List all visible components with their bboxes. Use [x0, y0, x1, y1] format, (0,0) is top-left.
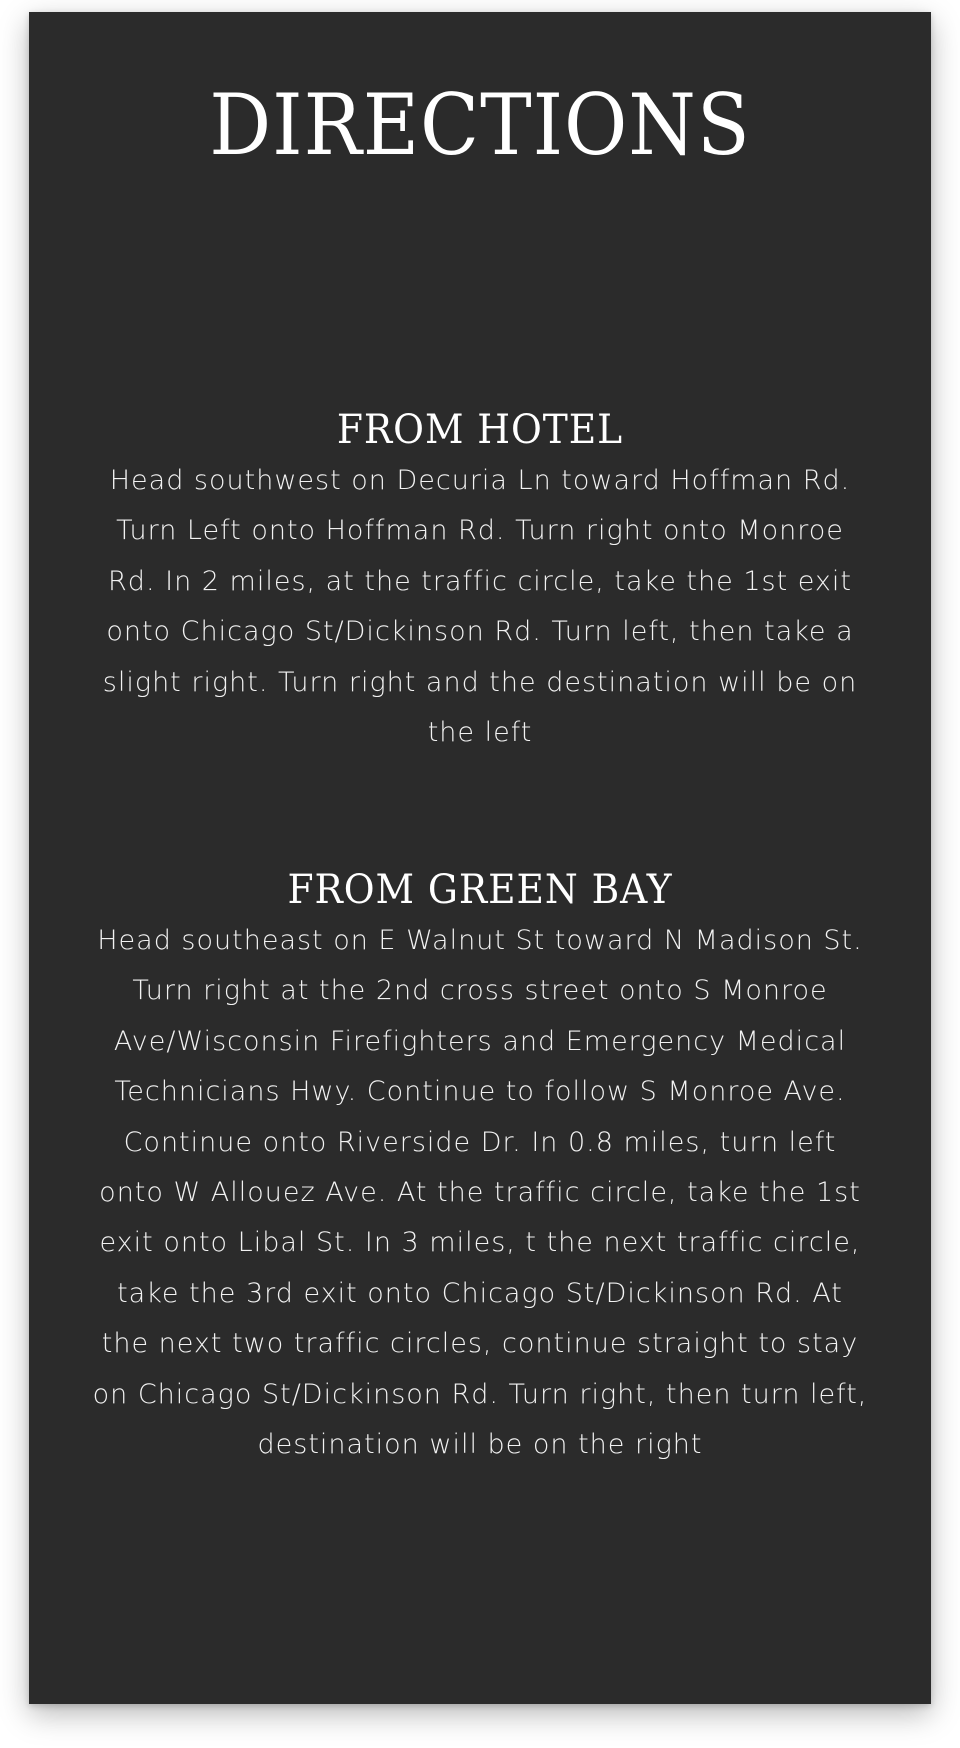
section-from-hotel: [89, 404, 871, 758]
directions-card: [29, 12, 931, 1704]
section-from-green-bay: [89, 864, 871, 1470]
section-heading-from-green-bay: FROM GREEN BAY: [287, 867, 673, 913]
card-title: DIRECTIONS: [209, 76, 751, 174]
section-body-from-green-bay: Head southeast on E Walnut St toward N Madison St. Turn right at the 2nd cross street onto S Monroe Ave/Wisconsin Firefighters and Emergency Medical Technicians Hwy. Continue to follow S Monroe Ave. Continue onto Riverside Dr. In 0.8 miles, turn left onto W Allouez Ave. At the traffic circle, take the 1st exit onto Libal St. In 3 miles, t the next traffic circle, take the 3rd exit onto Chicago St/Dickinson Rd. At the next two traffic circles, continue straight to stay on Chicago St/Dickinson Rd. Turn right, then turn left, destination will be on the right: [92, 925, 868, 1461]
section-heading-from-hotel: FROM HOTEL: [336, 407, 624, 453]
section-body-from-hotel: Head southwest on Decuria Ln toward Hoffman Rd. Turn Left onto Hoffman Rd. Turn right onto Monroe Rd. In 2 miles, at the traffic circle, take the 1st exit onto Chicago St/Dickinson Rd. Turn left, then take a slight right. Turn right and the destination will be on the left: [102, 465, 858, 749]
